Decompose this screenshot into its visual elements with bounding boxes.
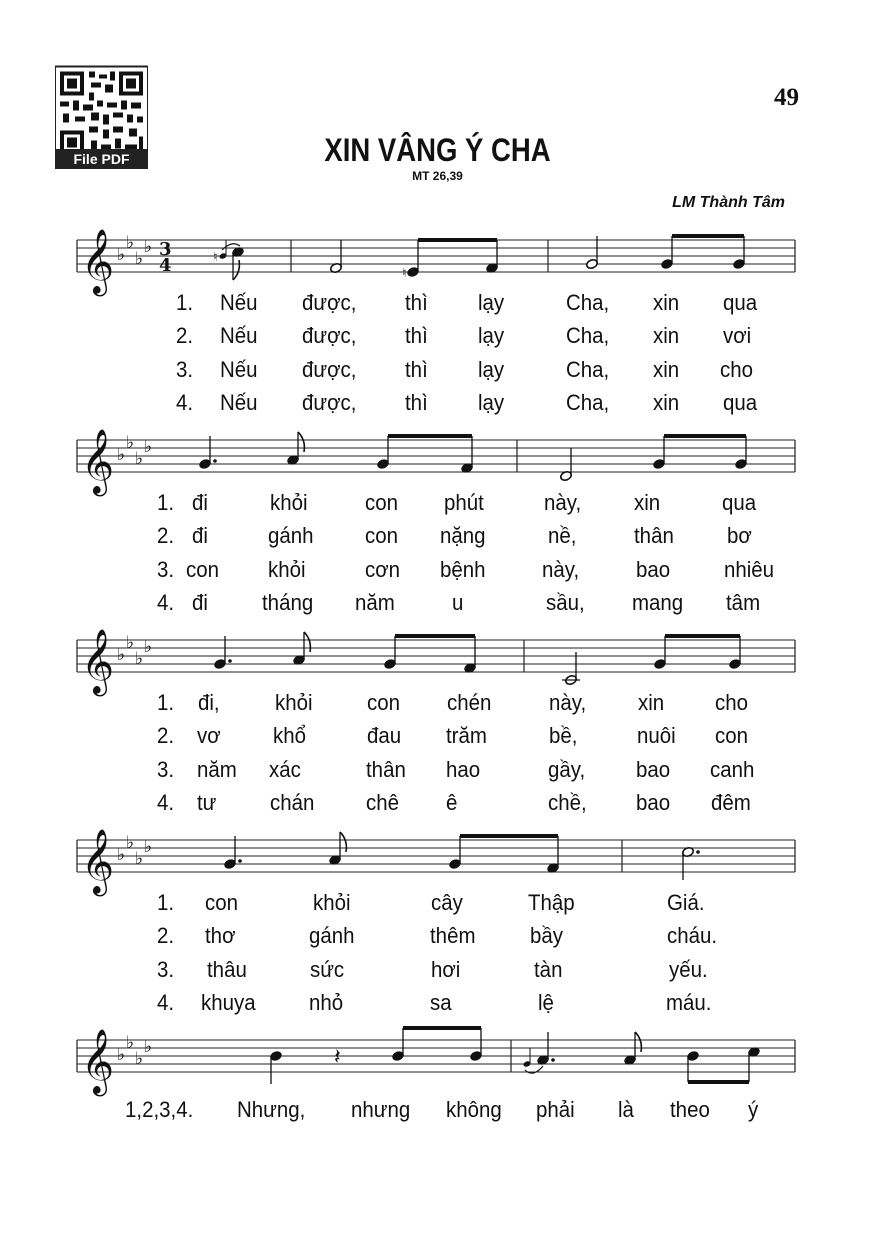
- lyric-syllable: Cha,: [566, 390, 610, 415]
- lyric-syllable: 1,2,3,4.: [125, 1097, 194, 1122]
- lyric-syllable: Nếu: [220, 290, 258, 315]
- composer: LM Thành Tâm: [672, 194, 785, 211]
- lyric-syllable: hao: [446, 757, 481, 782]
- lyric-syllable: xin: [638, 690, 665, 715]
- lyric-syllable: thân: [634, 523, 674, 548]
- flat-icon: ♭: [126, 433, 135, 453]
- lyric-syllable: xin: [653, 290, 680, 315]
- lyric-syllable: này,: [549, 690, 587, 715]
- lyric-syllable: bề,: [549, 723, 578, 748]
- lyric-syllable: xác: [269, 757, 301, 782]
- lyric-syllable: gầy,: [548, 757, 586, 782]
- lyric-syllable: con: [186, 557, 220, 582]
- lyric-syllable: thì: [405, 290, 428, 315]
- note-flag: [304, 632, 310, 652]
- lyric-syllable: Nếu: [220, 357, 258, 382]
- flat-icon: ♭: [144, 637, 153, 657]
- lyric-syllable: con: [367, 690, 401, 715]
- note-dot: [228, 659, 232, 663]
- lyric-syllable: đau: [367, 723, 402, 748]
- lyric-syllable: năm: [355, 590, 395, 615]
- lyric-syllable: Nếu: [220, 323, 258, 348]
- lyric-syllable: được,: [302, 390, 357, 415]
- lyric-syllable: đi,: [198, 690, 220, 715]
- lyric-syllable: Cha,: [566, 290, 610, 315]
- note-dot: [696, 850, 700, 854]
- lyric-syllable: được,: [302, 290, 357, 315]
- lyric-syllable: thân: [366, 757, 406, 782]
- lyric-syllable: khỏi: [268, 557, 306, 582]
- lyric-syllable: tàn: [534, 957, 563, 982]
- page-number: 49: [774, 84, 799, 111]
- lyric-syllable: vơ: [197, 723, 221, 748]
- lyric-syllable: sa: [430, 990, 452, 1015]
- lyric-syllable: xin: [653, 357, 680, 382]
- staff-system-1: [0, 220, 875, 300]
- lyric-syllable: 2.: [176, 323, 194, 348]
- lyric-syllable: được,: [302, 323, 357, 348]
- lyric-syllable: bao: [636, 757, 671, 782]
- flat-icon: ♭: [126, 233, 135, 253]
- lyric-syllable: con: [365, 523, 399, 548]
- lyric-syllable: thì: [405, 323, 428, 348]
- flat-icon: ♭: [117, 245, 126, 265]
- lyric-syllable: 3.: [157, 557, 175, 582]
- lyric-syllable: nhưng: [351, 1097, 411, 1122]
- flat-icon: ♭: [144, 837, 153, 857]
- lyric-syllable: 4.: [157, 590, 175, 615]
- lyric-syllable: cây: [431, 890, 463, 915]
- lyric-syllable: 3.: [157, 757, 175, 782]
- note-flag: [635, 1032, 641, 1052]
- flat-icon: ♭: [135, 649, 144, 669]
- lyric-syllable: 2.: [157, 523, 175, 548]
- lyric-syllable: qua: [722, 490, 757, 515]
- lyric-syllable: 4.: [176, 390, 194, 415]
- lyric-syllable: qua: [723, 390, 758, 415]
- lyric-syllable: 2.: [157, 723, 175, 748]
- lyric-syllable: khỏi: [275, 690, 313, 715]
- lyric-syllable: thêm: [430, 923, 476, 948]
- lyric-syllable: gánh: [268, 523, 314, 548]
- note-dot: [551, 1058, 555, 1062]
- lyric-syllable: xin: [653, 323, 680, 348]
- lyric-syllable: ý: [748, 1097, 759, 1122]
- lyric-syllable: u: [452, 590, 464, 615]
- flat-icon: ♭: [144, 237, 153, 257]
- qr-label: File PDF: [55, 149, 148, 169]
- lyric-syllable: trăm: [446, 723, 487, 748]
- staff-system-2: [0, 420, 875, 500]
- lyric-syllable: nhỏ: [309, 990, 344, 1015]
- lyric-syllable: nuôi: [637, 723, 676, 748]
- natural-icon: ♮: [402, 266, 407, 281]
- lyric-syllable: bơ: [727, 523, 752, 548]
- staff-system-3: [0, 620, 875, 700]
- lyric-syllable: tháng: [262, 590, 314, 615]
- lyric-syllable: con: [365, 490, 399, 515]
- quarter-rest-icon: 𝄽: [334, 1045, 341, 1070]
- lyric-syllable: 4.: [157, 990, 175, 1015]
- lyric-syllable: lạy: [478, 390, 505, 415]
- lyric-syllable: khỏi: [313, 890, 351, 915]
- lyric-syllable: không: [446, 1097, 502, 1122]
- flat-icon: ♭: [144, 437, 153, 457]
- lyric-syllable: phải: [536, 1097, 575, 1122]
- lyric-syllable: đi: [192, 523, 208, 548]
- lyric-syllable: yếu.: [669, 957, 708, 982]
- lyric-syllable: chề,: [548, 790, 587, 815]
- treble-clef-icon: 𝄞: [81, 1029, 115, 1094]
- lyric-syllable: lạy: [478, 357, 505, 382]
- lyric-syllable: lạy: [478, 290, 505, 315]
- lyric-syllable: tâm: [726, 590, 761, 615]
- lyric-syllable: bao: [636, 557, 671, 582]
- flat-icon: ♭: [126, 633, 135, 653]
- lyric-syllable: thâu: [207, 957, 247, 982]
- lyric-syllable: nặng: [440, 523, 486, 548]
- lyric-syllable: lạy: [478, 323, 505, 348]
- lyric-syllable: lệ: [538, 990, 554, 1015]
- lyric-syllable: khuya: [201, 990, 256, 1015]
- lyric-syllable: 1.: [157, 890, 175, 915]
- note-flag: [340, 832, 346, 852]
- lyric-syllable: thì: [405, 357, 428, 382]
- lyric-syllable: là: [618, 1097, 634, 1122]
- lyric-syllable: Nếu: [220, 390, 258, 415]
- lyric-syllable: cháu.: [667, 923, 718, 948]
- flat-icon: ♭: [126, 1033, 135, 1053]
- lyric-syllable: máu.: [666, 990, 712, 1015]
- lyric-syllable: được,: [302, 357, 357, 382]
- flat-icon: ♭: [135, 249, 144, 269]
- lyric-syllable: sầu,: [546, 590, 585, 615]
- lyric-syllable: ê: [446, 790, 458, 815]
- lyric-syllable: gánh: [309, 923, 355, 948]
- time-signature-top: 3: [159, 239, 172, 260]
- lyric-syllable: sức: [310, 957, 345, 982]
- treble-clef-icon: 𝄞: [81, 829, 115, 894]
- lyric-syllable: chén: [447, 690, 492, 715]
- lyric-syllable: thơ: [205, 923, 236, 948]
- lyric-syllable: Nhưng,: [237, 1097, 306, 1122]
- treble-clef-icon: 𝄞: [81, 429, 115, 494]
- lyric-syllable: mang: [632, 590, 684, 615]
- lyric-syllable: theo: [670, 1097, 710, 1122]
- lyric-syllable: Thập: [528, 890, 575, 915]
- lyric-syllable: 1.: [157, 490, 175, 515]
- flat-icon: ♭: [126, 833, 135, 853]
- lyric-syllable: 3.: [176, 357, 194, 382]
- natural-icon: ♮: [213, 250, 218, 265]
- note-flag: [298, 432, 304, 452]
- flat-icon: ♭: [117, 645, 126, 665]
- flat-icon: ♭: [135, 449, 144, 469]
- scripture-reference: MT 26,39: [412, 169, 463, 183]
- lyric-syllable: cho: [720, 357, 754, 382]
- lyric-syllable: 4.: [157, 790, 175, 815]
- lyric-syllable: tư: [197, 790, 217, 815]
- note-flag: [233, 260, 239, 280]
- lyric-syllable: thì: [405, 390, 428, 415]
- note-dot: [213, 459, 217, 463]
- lyric-syllable: 1.: [176, 290, 194, 315]
- lyric-syllable: năm: [197, 757, 237, 782]
- staff-system-5: [0, 1020, 875, 1100]
- treble-clef-icon: 𝄞: [81, 229, 115, 294]
- lyric-syllable: Cha,: [566, 357, 610, 382]
- lyric-syllable: khỏi: [270, 490, 308, 515]
- lyric-syllable: Cha,: [566, 323, 610, 348]
- lyric-syllable: vơi: [723, 323, 752, 348]
- flat-icon: ♭: [144, 1037, 153, 1057]
- note-dot: [238, 859, 242, 863]
- lyric-syllable: nhiêu: [724, 557, 775, 582]
- flat-icon: ♭: [117, 445, 126, 465]
- lyric-syllable: Giá.: [667, 890, 705, 915]
- staff-system-4: [0, 820, 875, 900]
- flat-icon: ♭: [117, 845, 126, 865]
- song-title: XIN VÂNG Ý CHA: [324, 132, 551, 168]
- flat-icon: ♭: [135, 849, 144, 869]
- lyric-syllable: con: [715, 723, 749, 748]
- lyric-syllable: qua: [723, 290, 758, 315]
- flat-icon: ♭: [117, 1045, 126, 1065]
- time-signature-bottom: 4: [159, 255, 172, 276]
- lyric-syllable: 3.: [157, 957, 175, 982]
- lyric-syllable: đi: [192, 590, 208, 615]
- lyric-syllable: khổ: [273, 723, 307, 748]
- lyric-syllable: này,: [542, 557, 580, 582]
- lyric-syllable: này,: [544, 490, 582, 515]
- lyric-syllable: xin: [634, 490, 661, 515]
- flat-icon: ♭: [135, 1049, 144, 1069]
- lyric-syllable: xin: [653, 390, 680, 415]
- lyric-syllable: nề,: [548, 523, 577, 548]
- lyric-syllable: hơi: [431, 957, 461, 982]
- lyric-syllable: bệnh: [440, 557, 486, 582]
- lyric-syllable: đi: [192, 490, 208, 515]
- lyric-syllable: đêm: [711, 790, 751, 815]
- lyric-syllable: phút: [444, 490, 484, 515]
- treble-clef-icon: 𝄞: [81, 629, 115, 694]
- lyric-syllable: 2.: [157, 923, 175, 948]
- lyric-syllable: cơn: [365, 557, 401, 582]
- lyric-syllable: bao: [636, 790, 671, 815]
- lyric-syllable: chán: [270, 790, 315, 815]
- lyric-syllable: 1.: [157, 690, 175, 715]
- lyric-syllable: cho: [715, 690, 749, 715]
- lyric-syllable: bầy: [530, 923, 564, 948]
- lyric-syllable: canh: [710, 757, 755, 782]
- lyric-syllable: chê: [366, 790, 400, 815]
- lyric-syllable: con: [205, 890, 239, 915]
